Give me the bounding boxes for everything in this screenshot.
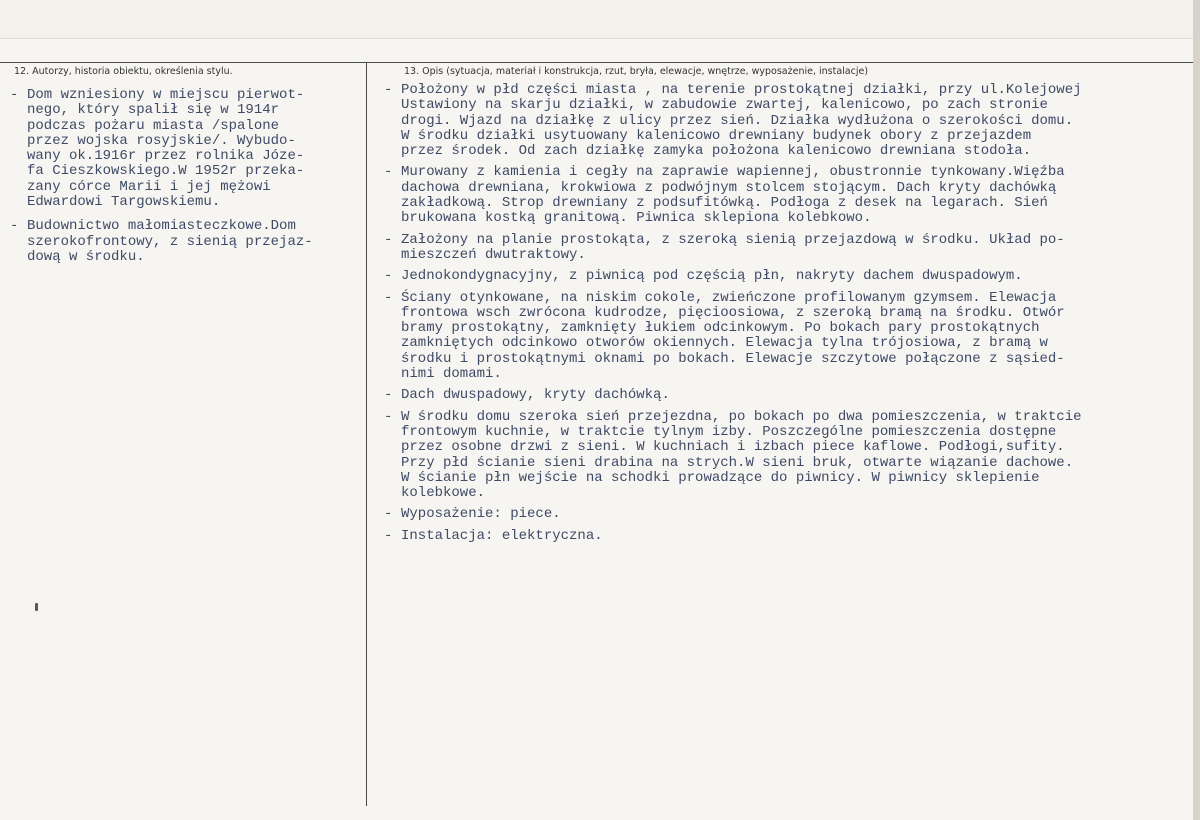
text-line: Budownictwo małomiasteczkowe.Dom bbox=[27, 218, 296, 235]
text-line: przez wojska rosyjskie/. Wybudo- bbox=[27, 132, 296, 149]
dash-bullet: - bbox=[384, 527, 393, 544]
text-line: W środku domu szeroka sień przejezdna, po bokach po dwa pomieszczenia, w traktcie bbox=[401, 408, 1082, 425]
text-line: zakładkową. Strop drewniany z podsufitówką. Podłoga z desek na legarach. Sień bbox=[401, 195, 1048, 212]
dash-bullet: - bbox=[384, 82, 393, 98]
text-line: wany ok.1916r przez rolnika Józe- bbox=[27, 148, 305, 165]
text-line: Ustawiony na skarju działki, w zabudowie zwartej, kalenicowo, po zach stronie bbox=[401, 97, 1048, 114]
list-item bbox=[384, 529, 1196, 544]
text-line: brukowana kostką granitową. Piwnica sklepiona kolebkowo. bbox=[401, 210, 872, 227]
stray-ink-mark bbox=[35, 603, 38, 611]
text-line: Przy płd ścianie sieni drabina na strych.W sieni bruk, otwarte wiązanie dachowe. bbox=[401, 454, 1074, 471]
list-item bbox=[10, 88, 364, 210]
section-12-header: 12. Autorzy, historia obiektu, określenia stylu. bbox=[14, 66, 233, 77]
text-line: mieszczeń dwutraktowy. bbox=[401, 246, 586, 263]
dash-bullet: - bbox=[384, 506, 393, 523]
text-line: zamkniętych odcinkowo otworów okiennych. Elewacja tylna trójosiowa, z bramą w bbox=[401, 335, 1048, 352]
text-line: dachowa drewniana, krokwiowa z podwójnym stolcem stojącym. Dach kryty dachówką bbox=[401, 179, 1057, 196]
dash-bullet: - bbox=[384, 408, 393, 425]
dash-bullet: - bbox=[10, 218, 19, 235]
dash-bullet: - bbox=[384, 268, 393, 285]
list-item bbox=[384, 83, 1196, 159]
list-item bbox=[384, 388, 1196, 403]
text-line: nimi domami. bbox=[401, 366, 502, 383]
list-item bbox=[384, 291, 1196, 383]
column-divider bbox=[366, 62, 367, 806]
header-rule bbox=[0, 62, 1193, 63]
dash-bullet: - bbox=[384, 164, 393, 181]
text-line: dową w środku. bbox=[27, 248, 145, 265]
text-line: Dom wzniesiony w miejscu pierwot- bbox=[27, 87, 305, 103]
text-line: kolebkowe. bbox=[401, 485, 486, 502]
list-item bbox=[384, 269, 1196, 284]
description-column bbox=[384, 83, 1196, 544]
text-line: Ściany otynkowane, na niskim cokole, zwieńczone profilowanym gzymsem. Elewacja bbox=[401, 289, 1057, 306]
text-line: Założony na planie prostokąta, z szeroką sienią przejazdową w środku. Układ po- bbox=[401, 231, 1065, 248]
text-line: środku i prostokątnymi oknami po bokach. Elewacje szczytowe połączone z sąsied- bbox=[401, 350, 1065, 367]
list-item bbox=[384, 507, 1196, 522]
text-line: podczas pożaru miasta /spalone bbox=[27, 117, 280, 134]
text-line: drogi. Wjazd na działkę z ulicy przez sień. Działka wydłużona o szerokości domu. bbox=[401, 112, 1074, 129]
text-line: przez środek. Od zach działkę zamyka położona kalenicowo drewniana stodoła. bbox=[401, 143, 1032, 160]
text-line: przez osobne drzwi z sieni. W kuchniach i izbach piece kaflowe. Podłogi,sufity. bbox=[401, 439, 1065, 456]
text-line: Dach dwuspadowy, kryty dachówką. bbox=[401, 387, 670, 404]
text-line: Wyposażenie: piece. bbox=[401, 506, 561, 523]
dash-bullet: - bbox=[384, 387, 393, 404]
text-line: Murowany z kamienia i cegły na zaprawie wapiennej, obustronnie tynkowany.Więźba bbox=[401, 164, 1065, 181]
text-line: Jednokondygnacyjny, z piwnicą pod częścią płn, nakryty dachem dwuspadowym. bbox=[401, 268, 1023, 285]
list-item bbox=[384, 165, 1196, 226]
text-line: Edwardowi Targowskiemu. bbox=[27, 194, 221, 211]
scan-top-band bbox=[0, 0, 1193, 39]
text-line: frontowa wsch zwrócona kudrodze, pięcioosiowa, z szeroką bramą na środku. Otwór bbox=[401, 304, 1065, 321]
text-line: frontowym kuchnie, w traktcie tylnym izby. Poszczególne pomieszczenia dostępne bbox=[401, 423, 1057, 440]
dash-bullet: - bbox=[384, 231, 393, 248]
text-line: W środku działki usytuowany kalenicowo drewniany budynek obory z przejazdem bbox=[401, 127, 1032, 144]
list-item bbox=[384, 233, 1196, 264]
text-line: nego, który spalił się w 1914r bbox=[27, 102, 280, 119]
dash-bullet: - bbox=[384, 289, 393, 306]
dash-bullet: - bbox=[10, 87, 19, 103]
history-column bbox=[10, 88, 364, 265]
text-line: zany córce Marii i jej mężowi bbox=[27, 178, 271, 195]
text-line: fa Cieszkowskiego.W 1952r przeka- bbox=[27, 163, 305, 180]
text-line: W ścianie płn wejście na schodki prowadzące do piwnicy. W piwnicy sklepienie bbox=[401, 469, 1040, 486]
section-13-header: 13. Opis (sytuacja, materiał i konstrukcja, rzut, bryła, elewacje, wnętrze, wyposażenie, instalacje) bbox=[404, 66, 869, 77]
text-line: Położony w płd części miasta , na terenie prostokątnej działki, przy ul.Kolejowej bbox=[401, 82, 1082, 98]
list-item bbox=[10, 219, 364, 265]
text-line: Instalacja: elektryczna. bbox=[401, 527, 603, 544]
text-line: szerokofrontowy, z sienią przejaz- bbox=[27, 233, 313, 250]
text-line: bramy prostokątny, zamknięty łukiem odcinkowym. Po bokach pary prostokątnych bbox=[401, 320, 1040, 337]
list-item bbox=[384, 410, 1196, 502]
